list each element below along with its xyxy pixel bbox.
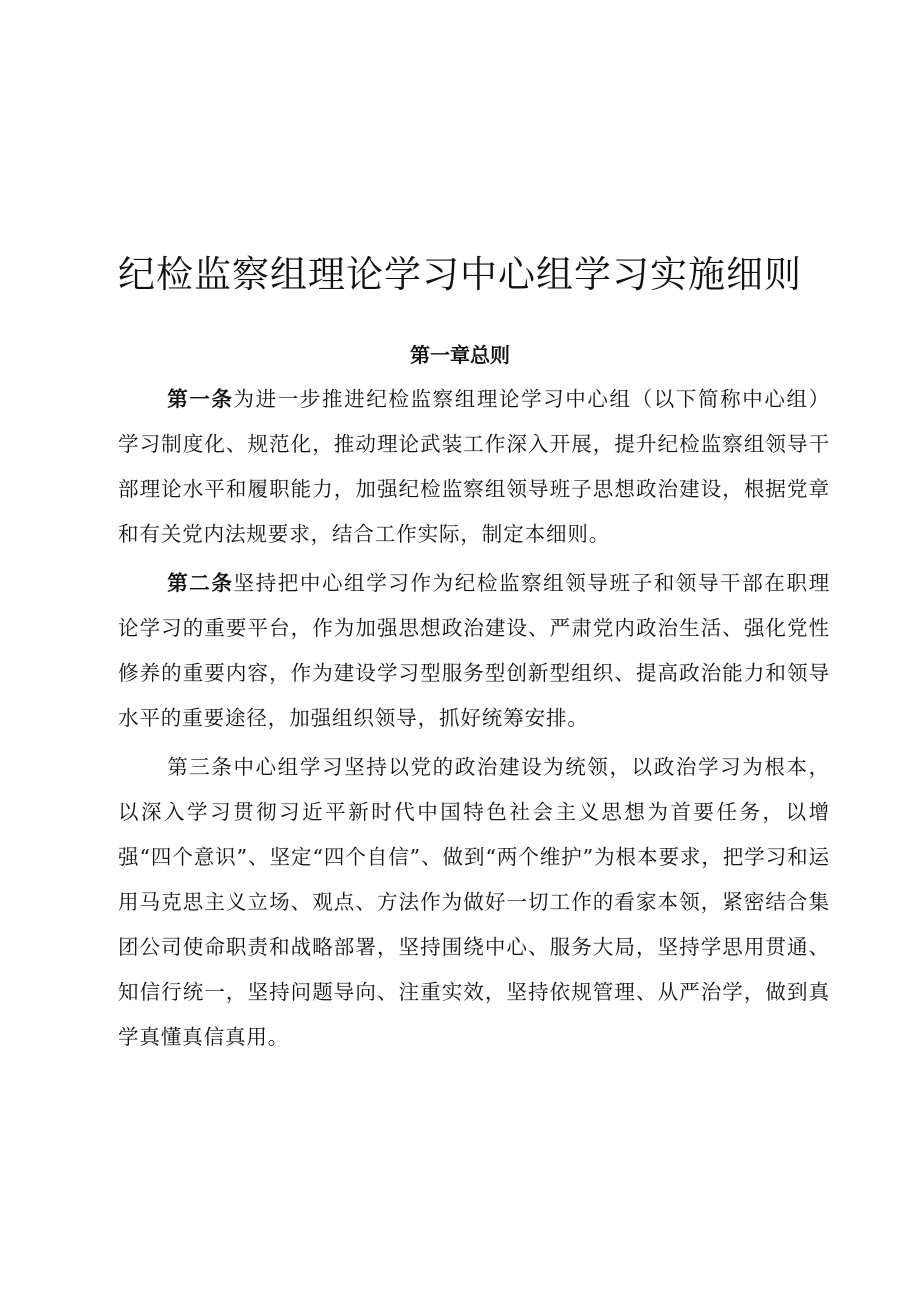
article-1-lead: 第一条	[167, 387, 234, 411]
article-1	[118, 377, 830, 557]
document-title: 纪检监察组理论学习中心组学习实施细则	[118, 253, 802, 296]
chapter-heading: 第一章总则	[410, 343, 510, 367]
article-3-text: 第三条中心组学习坚持以党的政治建设为统领，以政治学习为根本，以深入学习贯彻习近平新时代中国特色社会主义思想为首要任务，以增强“四个意识”、坚定“四个自信”、做到“两个维护”为根本要求，把学习和运用马克思主义立场、观点、方法作为做好一切工作的看家本领，紧密结合集团公司使命职责和战略部署，坚持围绕中心、服务大局，坚持学思用贯通、知信行统一，坚持问题导向、注重实效，坚持依规管理、从严治学，做到真学真懂真信真用。	[118, 755, 830, 1049]
article-1-text: 为进一步推进纪检监察组理论学习中心组（以下简称中心组）学习制度化、规范化，推动理论武装工作深入开展，提升纪检监察组领导干部理论水平和履职能力，加强纪检监察组领导班子思想政治建设，根据党章和有关党内法规要求，结合工作实际，制定本细则。	[118, 387, 830, 546]
document-body	[118, 377, 830, 1060]
article-2-text: 坚持把中心组学习作为纪检监察组领导班子和领导干部在职理论学习的重要平台，作为加强思想政治建设、严肃党内政治生活、强化党性修养的重要内容，作为建设学习型服务型创新型组织、提高政治能力和领导水平的重要途径，加强组织领导，抓好统筹安排。	[118, 571, 830, 730]
article-2-lead: 第二条	[167, 571, 234, 595]
article-3	[118, 745, 830, 1060]
article-2	[118, 561, 830, 741]
